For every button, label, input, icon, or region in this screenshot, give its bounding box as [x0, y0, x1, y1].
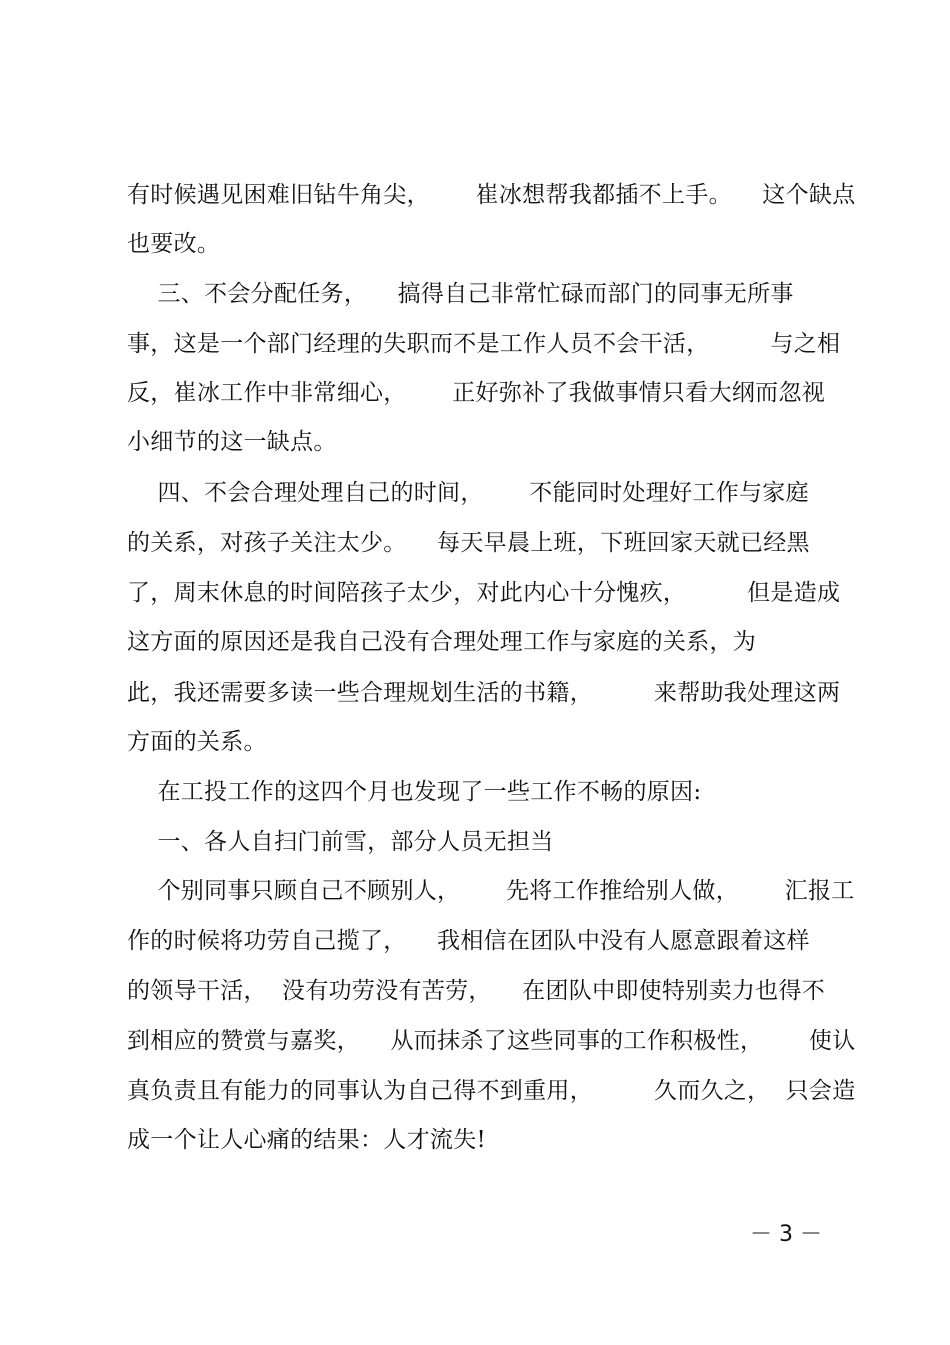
body-text-line: 真负责且有能力的同事认为自己得不到重用， 久而久之， 只会造 [127, 1078, 856, 1104]
body-text-line: 到相应的赞赏与嘉奖， 从而抹杀了这些同事的工作积极性， 使认 [127, 1028, 856, 1054]
page-number: － 3 － [750, 1222, 822, 1247]
body-text-line: 在工投工作的这四个月也发现了一些工作不畅的原因: [127, 779, 702, 805]
body-text-line: 个别同事只顾自己不顾别人， 先将工作推给别人做， 汇报工 [127, 878, 855, 904]
body-text-line: 小细节的这一缺点。 [127, 429, 337, 455]
body-text-line: 的关系，对孩子关注太少。 每天早晨上班，下班回家天就已经黑 [127, 530, 810, 556]
body-text-line: 的领导干活， 没有功劳没有苦劳， 在团队中即使特别卖力也得不 [127, 978, 826, 1004]
section-heading: 一、各人自扫门前雪，部分人员无担当 [127, 829, 554, 855]
body-text-line: 成一个让人心痛的结果：人才流失! [127, 1127, 487, 1153]
body-text-line: 了，周末休息的时间陪孩子太少，对此内心十分愧疚， 但是造成 [127, 580, 841, 606]
body-text-line: 四、不会合理处理自己的时间， 不能同时处理好工作与家庭 [127, 480, 809, 506]
body-text-line: 反，崔冰工作中非常细心， 正好弥补了我做事情只看大纲而忽视 [127, 380, 826, 406]
body-text-line: 事，这是一个部门经理的失职而不是工作人员不会干活， 与之相 [127, 331, 841, 357]
body-text-line: 此，我还需要多读一些合理规划生活的书籍， 来帮助我处理这两 [127, 680, 841, 706]
body-text-line: 三、不会分配任务， 搞得自己非常忙碌而部门的同事无所事 [127, 281, 794, 307]
body-text-line: 有时候遇见困难旧钻牛角尖， 崔冰想帮我都插不上手。 这个缺点 [127, 182, 856, 208]
body-text-line: 方面的关系。 [127, 729, 267, 755]
body-text-line: 作的时候将功劳自己揽了， 我相信在团队中没有人愿意跟着这样 [127, 928, 810, 954]
body-text-line: 这方面的原因还是我自己没有合理处理工作与家庭的关系，为 [127, 629, 757, 655]
body-text-line: 也要改。 [127, 231, 221, 257]
